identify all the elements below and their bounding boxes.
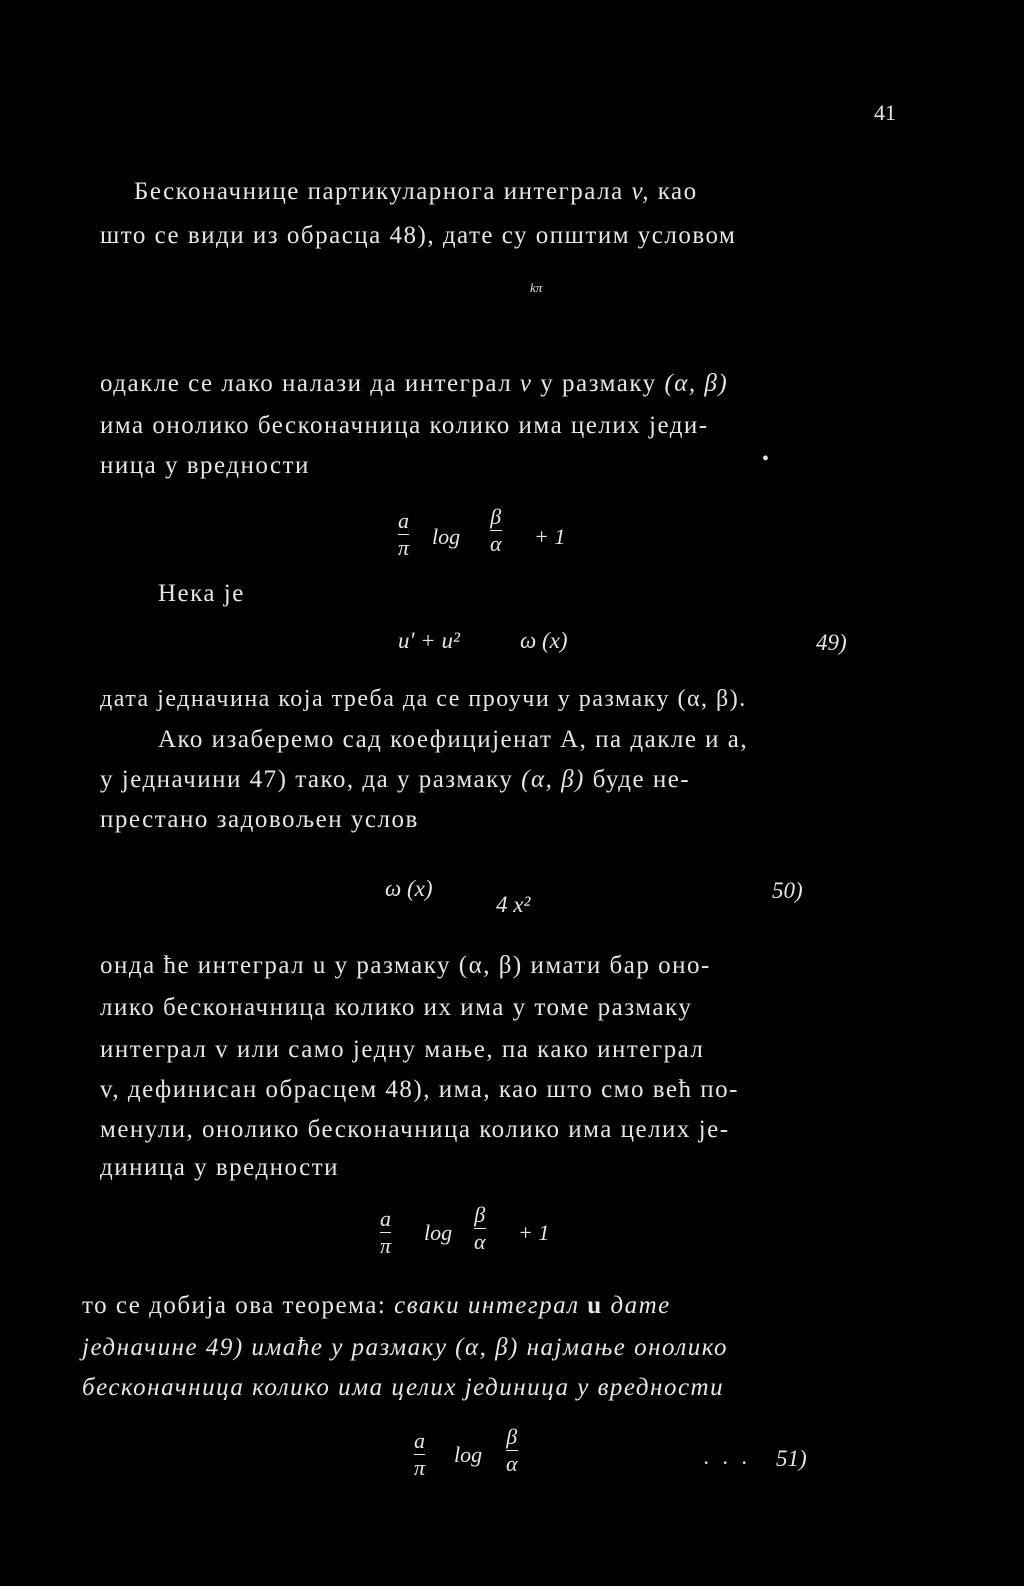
numerator: β bbox=[506, 1424, 518, 1449]
eq49-lhs: u' + u² bbox=[398, 628, 460, 653]
p1-line-2: што се види из обрасца 48), дате су општим условом bbox=[100, 222, 737, 249]
stray-dot: • bbox=[762, 448, 771, 470]
fraction-beta-over-alpha bbox=[474, 1204, 486, 1253]
eq50-rhs: 4 x² bbox=[496, 892, 531, 917]
numerator: a bbox=[414, 1428, 426, 1453]
fraction-a-over-pi bbox=[398, 510, 409, 559]
k-pi-label: kπ bbox=[530, 280, 543, 295]
interval: (α, β) bbox=[521, 766, 585, 793]
p2-line-3: ница у вредности bbox=[100, 452, 310, 479]
p5-line-2: једначине 49) имаће у размаку (α, β) најмање онолико bbox=[82, 1334, 729, 1361]
fraction-a-over-pi bbox=[414, 1430, 425, 1479]
text: у размаку bbox=[540, 370, 657, 397]
neka-je: Нека је bbox=[158, 580, 245, 607]
p4-line-4: v, дефинисан обрасцем 48), има, као што смо већ по- bbox=[100, 1076, 739, 1103]
var-v: v, bbox=[631, 178, 650, 205]
numerator: β bbox=[490, 504, 502, 529]
fraction-beta-over-alpha bbox=[506, 1426, 518, 1475]
ellipsis: . . . bbox=[704, 1444, 752, 1469]
log-label: log bbox=[424, 1220, 453, 1245]
p3-line-2: Ако изаберемо сад коефицијенат A, па дакле и a, bbox=[158, 726, 749, 753]
eq49-number: 49) bbox=[816, 630, 847, 655]
eq49-rhs: ω (x) bbox=[520, 628, 568, 653]
p3-line-3 bbox=[100, 766, 690, 794]
text: у једначини 47) тако, да у размаку bbox=[100, 766, 514, 793]
denominator: α bbox=[506, 1451, 518, 1476]
numerator: β bbox=[474, 1202, 486, 1227]
p2-line-1 bbox=[100, 370, 728, 398]
p5-line-1 bbox=[82, 1292, 671, 1320]
log-label: log bbox=[432, 524, 461, 549]
p4-line-2: лико бесконачница колико их има у томе размаку bbox=[100, 994, 693, 1021]
denominator: π bbox=[398, 535, 410, 560]
log-label: log bbox=[454, 1442, 483, 1467]
p2-line-2: има онолико бесконачница колико има целих једи- bbox=[100, 412, 709, 439]
theorem-text: сваки интеграл bbox=[394, 1292, 580, 1319]
p1-line-1 bbox=[134, 178, 698, 206]
plus-one: + 1 bbox=[534, 524, 566, 549]
text: Бесконачнице партикуларнога интеграла bbox=[134, 178, 624, 205]
plus-one: + 1 bbox=[518, 1220, 550, 1245]
page-number: 41 bbox=[874, 100, 896, 125]
p5-line-3: бесконачница колико има целих јединица у вредности bbox=[82, 1374, 725, 1401]
eq50-lhs: ω (x) bbox=[385, 876, 433, 901]
denominator: α bbox=[490, 531, 502, 556]
text: одакле се лако налази да интеграл bbox=[100, 370, 513, 397]
text: као bbox=[657, 178, 698, 205]
numerator: a bbox=[380, 1206, 392, 1231]
interval: (α, β) bbox=[664, 370, 729, 397]
denominator: π bbox=[380, 1233, 392, 1258]
p3-line-4: престано задовољен услов bbox=[100, 806, 419, 833]
p3-line-1: дата једначина која треба да се проучи у размаку (α, β). bbox=[100, 686, 747, 712]
text: буде не- bbox=[592, 766, 691, 793]
var-u: u bbox=[587, 1292, 603, 1319]
eq50-number: 50) bbox=[772, 878, 803, 903]
fraction-a-over-pi bbox=[380, 1208, 391, 1257]
p4-line-5: менули, онолико бесконачница колико има целих је- bbox=[100, 1116, 730, 1143]
p4-line-1: онда ће интеграл u у размаку (α, β) имати бар оно- bbox=[100, 952, 711, 979]
p4-line-3: интеграл v или само једну мање, па како интеграл bbox=[100, 1036, 705, 1063]
fraction-beta-over-alpha bbox=[490, 506, 502, 555]
numerator: a bbox=[398, 508, 410, 533]
denominator: π bbox=[414, 1455, 426, 1480]
denominator: α bbox=[474, 1229, 486, 1254]
p4-line-6: диница у вредности bbox=[100, 1154, 340, 1181]
var-v: v bbox=[519, 370, 533, 397]
text: то се добија ова теорема: bbox=[82, 1292, 387, 1319]
eq51-number: 51) bbox=[776, 1446, 807, 1471]
theorem-text: дате bbox=[610, 1292, 671, 1319]
